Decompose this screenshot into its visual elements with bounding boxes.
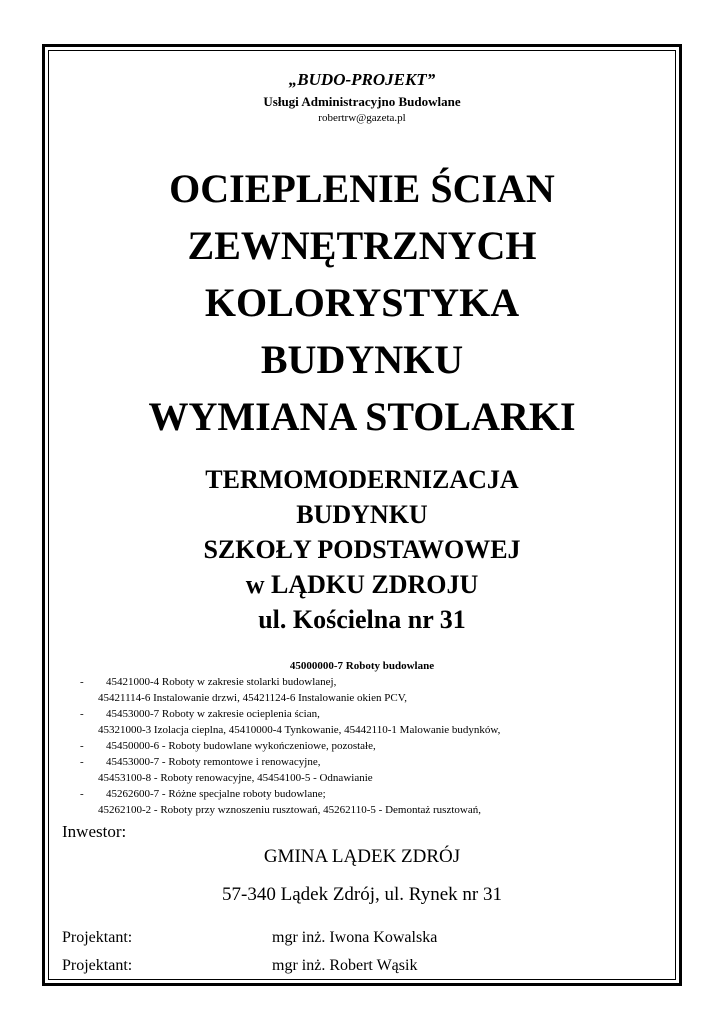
project-subtitle: [48, 462, 676, 637]
cpv-text: 45262100-2 - Roboty przy wznoszeniu rusztowań, 45262110-5 - Demontaż rusztowań,: [98, 804, 481, 816]
designer-label: Projektant:: [62, 957, 133, 974]
cpv-item: [80, 706, 660, 722]
subtitle-line: ul. Kościelna nr 31: [258, 605, 466, 634]
cpv-item: [80, 802, 660, 818]
cpv-bullet: -: [80, 740, 84, 752]
cpv-text: 45453100-8 - Roboty renowacyjne, 45454100-5 - Odnawianie: [98, 772, 373, 784]
cpv-text: 45321000-3 Izolacja cieplna, 45410000-4 Tynkowanie, 45442110-1 Malowanie budynków,: [98, 724, 501, 736]
cpv-item: [80, 770, 660, 786]
cpv-item: [80, 674, 660, 690]
investor-label: Inwestor:: [62, 822, 127, 841]
title-line: ZEWNĘTRZNYCH: [187, 223, 537, 268]
cpv-heading: 45000000-7 Roboty budowlane: [289, 660, 435, 672]
cpv-bullet: -: [80, 756, 84, 768]
firm-name: „BUDO-PROJEKT”: [288, 70, 436, 89]
title-line: OCIEPLENIE ŚCIAN: [169, 166, 555, 211]
designer-row: [62, 957, 417, 975]
cpv-text: 45262600-7 - Różne specjalne roboty budowlane;: [106, 788, 326, 800]
firm-subtitle: Usługi Administracyjno Budowlane: [263, 94, 461, 109]
firm-email: robertrw@gazeta.pl: [318, 112, 406, 124]
designer-name: mgr inż. Iwona Kowalska: [272, 929, 438, 946]
cpv-item: [80, 754, 660, 770]
cpv-text: 45453000-7 Roboty w zakresie ocieplenia ścian,: [106, 708, 320, 720]
cpv-text: 45421114-6 Instalowanie drzwi, 45421124-6 Instalowanie okien PCV,: [98, 692, 407, 704]
title-line: KOLORYSTYKA: [204, 280, 520, 325]
cpv-text: 45453000-7 - Roboty remontowe i renowacyjne,: [106, 756, 321, 768]
cpv-bullet: -: [80, 708, 84, 720]
subtitle-line: BUDYNKU: [296, 500, 428, 529]
cpv-text: 45450000-6 - Roboty budowlane wykończeniowe, pozostałe,: [106, 740, 376, 752]
cpv-bullet: -: [80, 788, 84, 800]
cpv-item: [80, 786, 660, 802]
cpv-text: 45421000-4 Roboty w zakresie stolarki budowlanej,: [106, 676, 337, 688]
title-line: WYMIANA STOLARKI: [148, 394, 576, 439]
subtitle-line: w LĄDKU ZDROJU: [245, 570, 479, 599]
cpv-item: [80, 690, 660, 706]
cpv-item: [80, 738, 660, 754]
cpv-item: [80, 722, 660, 738]
investor-address: 57-340 Lądek Zdrój, ul. Rynek nr 31: [222, 884, 502, 905]
subtitle-line: SZKOŁY PODSTAWOWEJ: [203, 535, 521, 564]
designer-name: mgr inż. Robert Wąsik: [272, 957, 418, 974]
designer-row: [62, 929, 437, 947]
subtitle-line: TERMOMODERNIZACJA: [205, 465, 519, 494]
cpv-list: [80, 674, 660, 818]
document-title: [48, 160, 676, 445]
designer-label: Projektant:: [62, 929, 133, 946]
cpv-bullet: -: [80, 676, 84, 688]
investor-name: GMINA LĄDEK ZDRÓJ: [263, 846, 461, 867]
title-line: BUDYNKU: [260, 337, 464, 382]
